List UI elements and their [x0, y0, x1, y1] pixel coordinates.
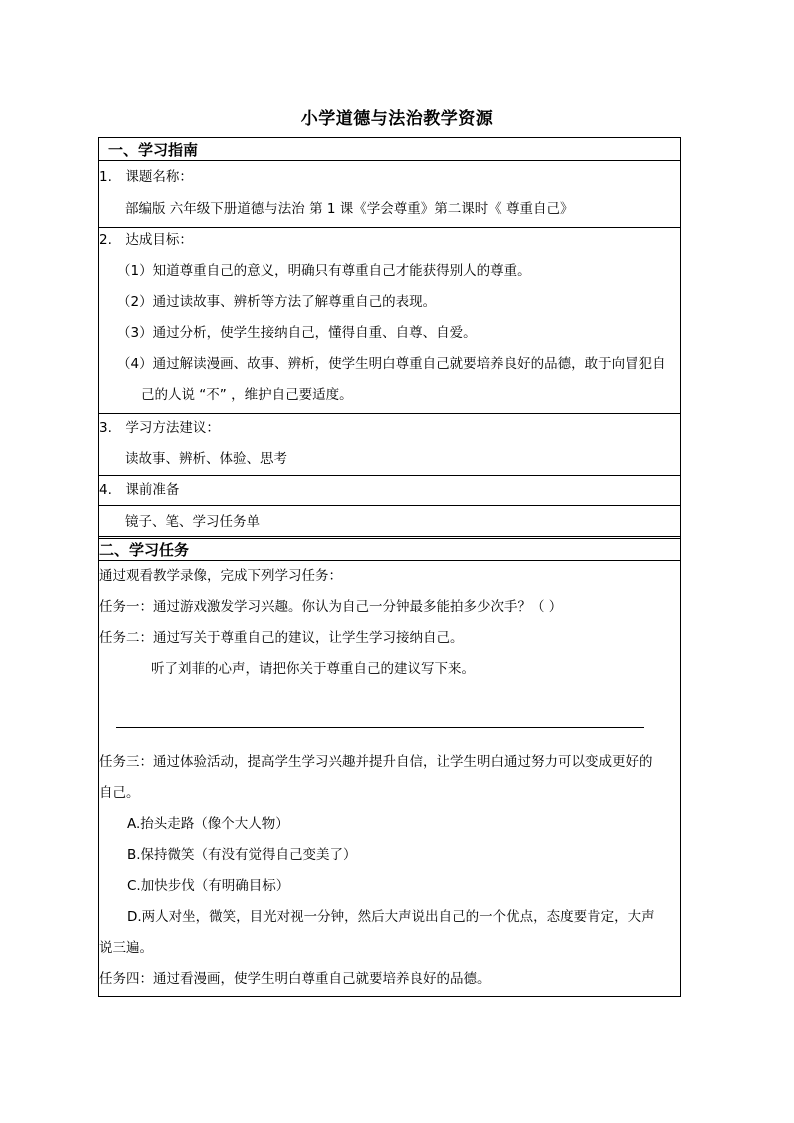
section-heading-tasks: 二、学习任务: [99, 541, 190, 559]
divider-double: [99, 536, 680, 539]
task-three-continued: 自己。: [99, 785, 140, 801]
topic-value: 部编版 六年级下册道德与法治 第 1 课《学会尊重》第二课时《 尊重自己》: [125, 201, 574, 217]
activity-option-b: B.保持微笑（有没有觉得自己变美了）: [127, 847, 357, 863]
activity-option-d-continued: 说三遍。: [99, 940, 153, 956]
goal-item-continued: 己的人说 “不” ，维护自己要适度。: [141, 387, 353, 403]
task-three: 任务三：通过体验活动，提高学生学习兴趣并提升自信，让学生明白通过努力可以变成更好的: [99, 754, 653, 770]
task-one: 任务一：通过游戏激发学习兴趣。你认为自己一分钟最多能拍多少次手？（ ）: [99, 599, 563, 615]
goal-item: （1）知道尊重自己的意义，明确只有尊重自己才能获得别人的尊重。: [117, 263, 531, 279]
divider: [99, 160, 680, 161]
resource-table: [98, 137, 681, 997]
divider: [99, 413, 680, 414]
goal-item: （2）通过读故事、辨析等方法了解尊重自己的表现。: [117, 294, 437, 310]
goal-item: （4）通过解读漫画、故事、辨析，使学生明白尊重自己就要培养良好的品德，敢于向冒犯自: [117, 356, 666, 372]
task-two-prompt: 听了刘菲的心声，请把你关于尊重自己的建议写下来。: [151, 661, 475, 677]
divider: [99, 560, 680, 561]
divider: [99, 227, 680, 228]
goal-item: （3）通过分析，使学生接纳自己，懂得自重、自尊、自爱。: [117, 325, 477, 341]
activity-option-a: A.抬头走路（像个大人物）: [127, 816, 289, 832]
task-four: 任务四：通过看漫画，使学生明白尊重自己就要培养良好的品德。: [99, 971, 491, 987]
activity-option-c: C.加快步伐（有明确目标）: [127, 878, 290, 894]
prep-label: 4. 课前准备: [99, 482, 180, 498]
method-value: 读故事、辨析、体验、思考: [125, 451, 287, 467]
goals-label: 2. 达成目标：: [99, 232, 193, 248]
answer-line: [116, 727, 644, 728]
page-title: 小学道德与法治教学资源: [300, 109, 494, 129]
divider: [99, 475, 680, 476]
section-heading-guide: 一、学习指南: [108, 141, 199, 159]
tasks-intro: 通过观看教学录像，完成下列学习任务：: [99, 568, 342, 584]
task-two: 任务二：通过写关于尊重自己的建议，让学生学习接纳自己。: [99, 630, 464, 646]
activity-option-d: D.两人对坐，微笑，目光对视一分钟，然后大声说出自己的一个优点，态度要肯定，大声: [127, 909, 655, 925]
divider: [99, 505, 680, 506]
prep-value: 镜子、笔、学习任务单: [125, 514, 260, 530]
topic-label: 1. 课题名称：: [99, 169, 193, 185]
method-label: 3. 学习方法建议：: [99, 420, 220, 436]
